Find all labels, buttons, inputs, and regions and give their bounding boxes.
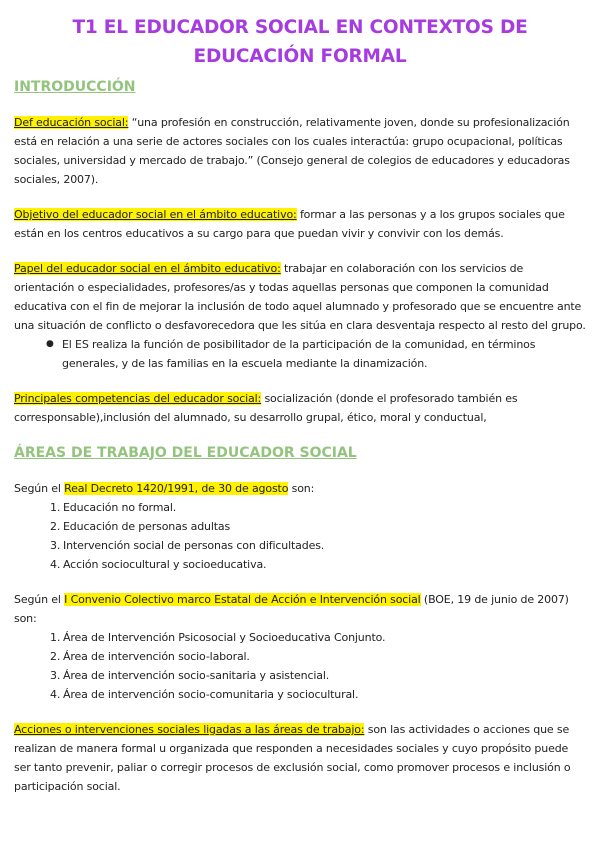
acciones-label: Acciones o intervenciones sociales ligadas a las áreas de trabajo: [14, 723, 365, 736]
convenio-highlight: I Convenio Colectivo marco Estatal de Acción e Intervención social [64, 593, 421, 606]
convenio-after: (BOE, 19 de junio de 2007) son: [14, 593, 569, 625]
list-item: 4. Acción sociocultural y socioeducativa. [50, 555, 586, 574]
list-item-text: Área de Intervención Psicosocial y Socioeducativa Conjunto. [63, 631, 386, 644]
list-item-text: Educación de personas adultas [63, 520, 231, 533]
list-item-text: Área de intervención socio-laboral. [63, 650, 250, 663]
real-decreto-before: Según el [14, 482, 65, 495]
def-label: Def educación social: [14, 116, 129, 129]
papel-label: Papel del educador social en el ámbito educativo: [14, 262, 281, 275]
list-item: 1. Área de Intervención Psicosocial y Socioeducativa Conjunto. [50, 628, 586, 647]
spacer [14, 463, 586, 479]
intro-heading: INTRODUCCIÓN [14, 79, 136, 95]
real-decreto-list [14, 498, 586, 574]
convenio-before: Según el [14, 593, 65, 606]
competencias-text: socialización (donde el profesorado también es corresponsable),inclusión del alumnado, su desarrollo grupal, ético, moral y conductual, [14, 392, 518, 424]
acciones-text: son las actividades o acciones que se realizan de manera formal u organizada que responden a necesidades sociales y cuyo propósito puede ser tanto prevenir, paliar o corregir procesos de exclusión social, como promover procesos e inclusión o participación social. [14, 723, 571, 793]
spacer [14, 574, 586, 590]
areas-heading: ÁREAS DE TRABAJO DEL EDUCADOR SOCIAL [14, 445, 357, 461]
convenio-intro [14, 590, 586, 628]
list-item: ● El ES realiza la función de posibilitador de la participación de la comunidad, en términos generales, y de las familias en la escuela mediante la dinamización. [48, 335, 586, 373]
list-item: 2. Educación de personas adultas [50, 517, 586, 536]
list-item-text: Acción sociocultural y socioeducativa. [63, 558, 267, 571]
list-item-text: Área de intervención socio-sanitaria y asistencial. [63, 669, 330, 682]
document-page [0, 13, 600, 861]
papel-text: trabajar en colaboración con los servicios de orientación o especialidades, profesores/as y todas aquellas personas que componen la comunidad educativa con el fin de mejorar la inclusión de todo aquel alumnado y profesorado que se encuentre ante una situación de conflicto o desfavorecedora que les sitúa en clara desventaja respecto al resto del grupo. [14, 262, 586, 332]
spacer [14, 704, 586, 720]
spacer [14, 243, 586, 259]
objetivo-label: Objetivo del educador social en el ámbito educativo: [14, 208, 297, 221]
competencias-paragraph [14, 389, 586, 427]
real-decreto-after: son: [288, 482, 315, 495]
real-decreto-intro [14, 479, 586, 498]
def-paragraph [14, 113, 586, 189]
list-item: 4. Área de intervención socio-comunitaria y sociocultural. [50, 685, 586, 704]
spacer [14, 189, 586, 205]
competencias-label: Principales competencias del educador social: [14, 392, 262, 405]
def-text: “una profesión en construcción, relativamente joven, donde su profesionalización está en relación a una serie de actores sociales con los cuales interactúa: grupo ocupacional, políticas sociales, universidad y mercado de trabajo.” (Consejo general de colegios de educadores y educadoras sociales, 2007). [14, 116, 570, 186]
list-item-text: Área de intervención socio-comunitaria y sociocultural. [63, 688, 359, 701]
convenio-list [14, 628, 586, 704]
list-item: 1. Educación no formal. [50, 498, 586, 517]
papel-paragraph [14, 259, 586, 335]
list-item-text: Educación no formal. [63, 501, 177, 514]
objetivo-text: formar a las personas y a los grupos sociales que están en los centros educativos a su cargo para que puedan vivir y convivir con los demás. [14, 208, 565, 240]
list-item: 3. Intervención social de personas con dificultades. [50, 536, 586, 555]
spacer [14, 373, 586, 389]
objetivo-paragraph [14, 205, 586, 243]
list-item-text: Intervención social de personas con dificultades. [63, 539, 325, 552]
page-title: T1 EL EDUCADOR SOCIAL EN CONTEXTOS DE EDUCACIÓN FORMAL [72, 17, 528, 67]
spacer [14, 97, 586, 113]
real-decreto-highlight: Real Decreto 1420/1991, de 30 de agosto [64, 482, 289, 495]
acciones-paragraph [14, 720, 586, 796]
list-item: 2. Área de intervención socio-laboral. [50, 647, 586, 666]
spacer [14, 427, 586, 443]
list-item: 3. Área de intervención socio-sanitaria y asistencial. [50, 666, 586, 685]
papel-bullet-list [14, 335, 586, 373]
